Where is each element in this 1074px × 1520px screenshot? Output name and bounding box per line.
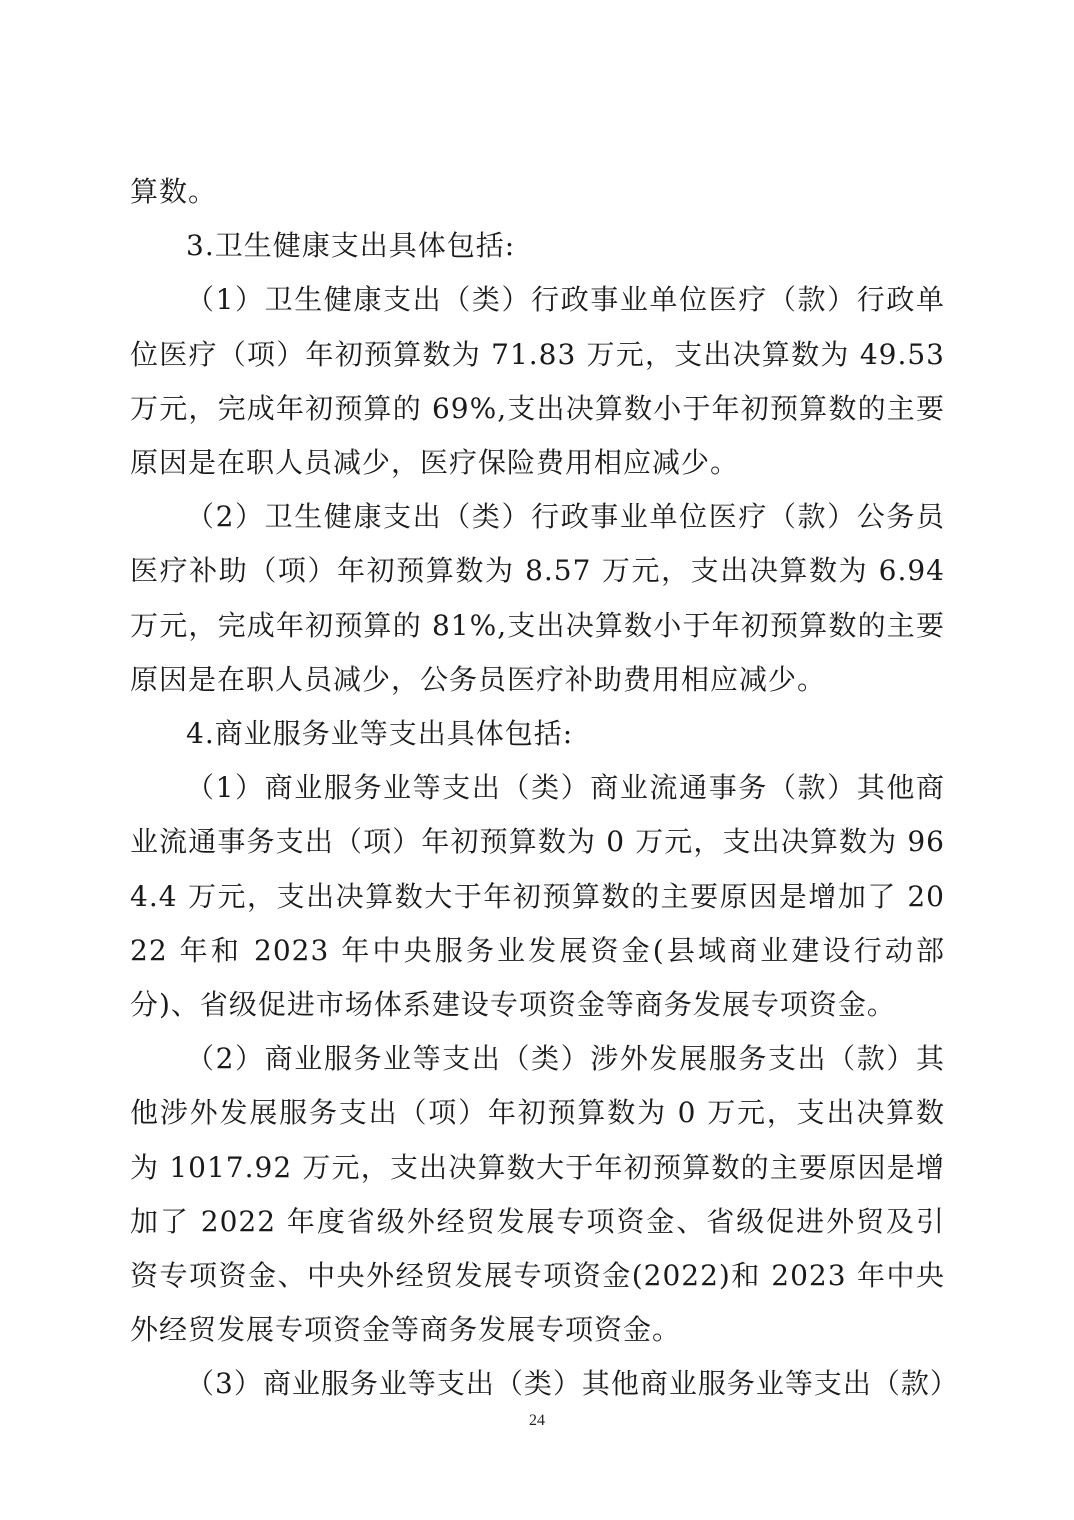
paragraph-commerce-item-3: （3）商业服务业等支出（类）其他商业服务业等支出（款） bbox=[186, 1367, 959, 1401]
paragraph-health-item-2: （2）卫生健康支出（类）行政事业单位医疗（款）公务员医疗补助（项）年初预算数为 8.57 万元，支出决算数为 6.94 万元，完成年初预算的 81%,支出决算数小于年初预算数的主要原因是在职人员减少，公务员医疗补助费用相应减少。 bbox=[130, 500, 945, 696]
paragraph-commerce-item-2: （2）商业服务业等支出（类）涉外发展服务支出（款）其他涉外发展服务支出（项）年初预算数为 0 万元，支出决算数为 1017.92 万元，支出决算数大于年初预算数的主要原因是增加了 2022 年度省级外经贸发展专项资金、省级促进外贸及引资专项资金、中央外经贸发展专项资金(2022)和 2023 年中央外经贸发展专项资金等商务发展专项资金。 bbox=[130, 1042, 945, 1347]
paragraph-health-item-1: （1）卫生健康支出（类）行政事业单位医疗（款）行政单位医疗（项）年初预算数为 71.83 万元，支出决算数为 49.53 万元，完成年初预算的 69%,支出决算数小于年初预算数的主要原因是在职人员减少，医疗保险费用相应减少。 bbox=[130, 283, 945, 480]
page-body bbox=[130, 165, 959, 1412]
heading-health-expenditure: 3.卫生健康支出具体包括: bbox=[186, 229, 516, 263]
paragraph-continuation: 算数。 bbox=[130, 175, 218, 208]
heading-commerce-expenditure: 4.商业服务业等支出具体包括: bbox=[186, 717, 574, 751]
page-number: 24 bbox=[529, 1412, 545, 1429]
paragraph-commerce-item-1: （1）商业服务业等支出（类）商业流通事务（款）其他商业流通事务支出（项）年初预算数为 0 万元，支出决算数为 964.4 万元，支出决算数大于年初预算数的主要原因是增加了 2022 年和 2023 年中央服务业发展资金(县域商业建设行动部分)、省级促进市场体系建设专项资金等商务发展专项资金。 bbox=[130, 771, 945, 1022]
